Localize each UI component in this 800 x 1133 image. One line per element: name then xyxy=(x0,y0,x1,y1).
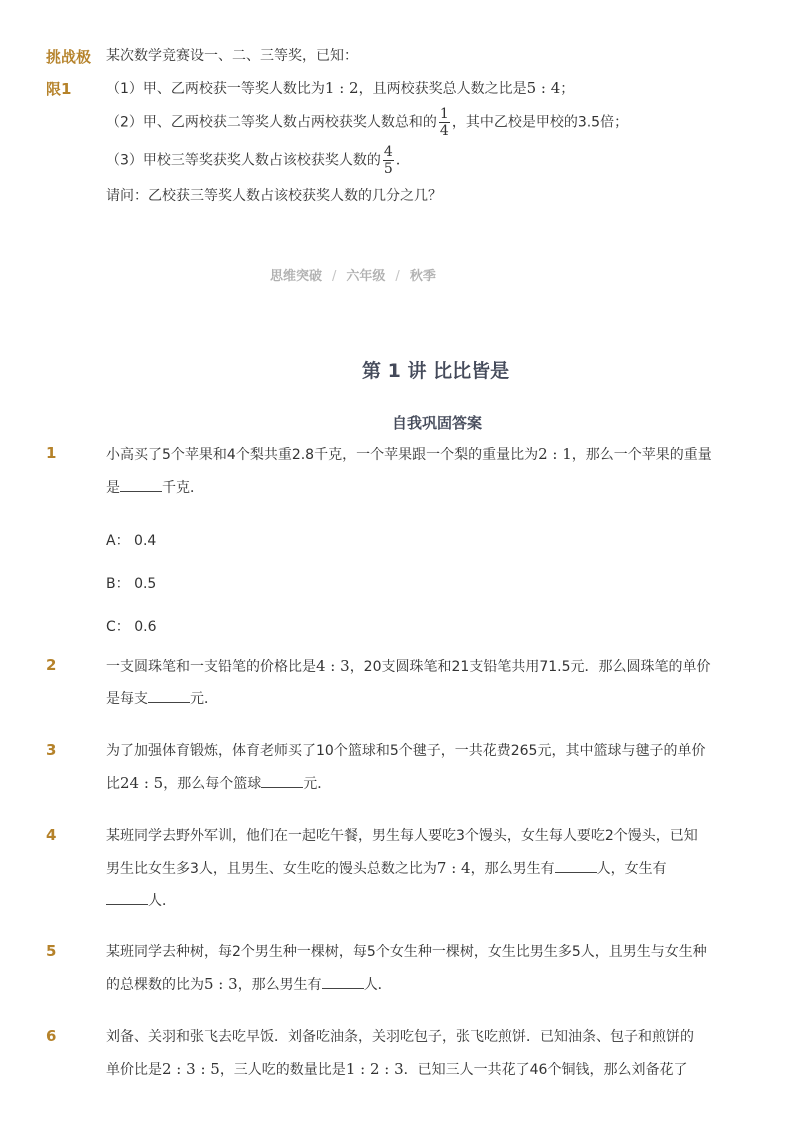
fraction-one-quarter: $\frac{1}{4}$ xyxy=(439,106,449,139)
challenge-question: 请问：乙校获三等奖人数占该校获奖人数的几分之几？ xyxy=(106,188,442,204)
problem-6-line-1: 刘备、关羽和张飞去吃早饭．刘备吃油条，关羽吃包子，张飞吃煎饼．已知油条、包子和煎饼的 xyxy=(106,1029,694,1045)
problem-4-line-3: 人． xyxy=(106,890,176,911)
lecture-title: 第 1 讲 比比皆是 xyxy=(362,360,510,382)
challenge-condition-2: （2）甲、乙两校获二等奖人数占两校获奖人数总和的 $\frac{1}{4}$ ，其中乙校是甲校的3.5倍； xyxy=(106,106,629,139)
answer-blank[interactable] xyxy=(106,890,148,905)
page-footer: 思维突破 / 六年级 / 秋季 xyxy=(270,269,436,284)
fraction-four-fifths: $\frac{4}{5}$ xyxy=(383,144,393,177)
problem-number: 1 xyxy=(46,444,57,462)
problem-number: 3 xyxy=(46,741,57,759)
problem-5-line-2: 的总棵数的比为5 : 3，那么男生有 人． xyxy=(106,975,392,993)
challenge-condition-3: （3）甲校三等奖获奖人数占该校获奖人数的 $\frac{4}{5}$ ． xyxy=(106,144,410,177)
challenge-label-line2: 限1 xyxy=(46,80,72,98)
problem-4-line-2: 男生比女生多3人，且男生、女生吃的馒头总数之比为7 : 4，那么男生有 人，女生有 xyxy=(106,859,667,877)
answer-blank[interactable] xyxy=(148,688,190,703)
section-title: 自我巩固答案 xyxy=(392,414,483,432)
problem-4-line-1: 某班同学去野外军训，他们在一起吃午餐，男生每人要吃3个馒头，女生每人要吃2个馒头，已知 xyxy=(106,828,698,844)
problem-number: 2 xyxy=(46,656,57,674)
answer-blank[interactable] xyxy=(261,773,303,788)
answer-blank[interactable] xyxy=(555,858,597,873)
problem-5-line-1: 某班同学去种树，每2个男生种一棵树，每5个女生种一棵树，女生比男生多5人，且男生与女生种 xyxy=(106,944,707,960)
problem-6-line-2: 单价比是2 : 3 : 5，三人吃的数量比是1 : 2 : 3．已知三人一共花了46个铜钱，那么刘备花了 xyxy=(106,1060,688,1078)
problem-1-line-1: 小高买了5个苹果和4个梨共重2.8千克，一个苹果跟一个梨的重量比为2 : 1，那么一个苹果的重量 xyxy=(106,445,712,463)
challenge-intro: 某次数学竞赛设一、二、三等奖，已知： xyxy=(106,48,358,64)
problem-number: 5 xyxy=(46,942,57,960)
problem-2-line-2: 是每支 元． xyxy=(106,688,218,709)
challenge-label-line1: 挑战极 xyxy=(46,48,92,66)
problem-2-line-1: 一支圆珠笔和一支铅笔的价格比是4 : 3，20支圆珠笔和21支铅笔共用71.5元．那么圆珠笔的单价 xyxy=(106,657,711,675)
choice-a[interactable]: A： 0.4 xyxy=(106,533,157,549)
challenge-condition-1: （1）甲、乙两校获一等奖人数比为1 : 2，且两校获奖总人数之比是5 : 4； xyxy=(106,79,575,97)
problem-3-line-2: 比24 : 5，那么每个篮球 元． xyxy=(106,774,332,792)
choice-b[interactable]: B： 0.5 xyxy=(106,576,157,592)
problem-1-line-2: 是 千克． xyxy=(106,477,204,498)
problem-number: 6 xyxy=(46,1027,57,1045)
problem-3-line-1: 为了加强体育锻炼，体育老师买了10个篮球和5个毽子，一共花费265元，其中篮球与毽子的单价 xyxy=(106,743,706,759)
problem-number: 4 xyxy=(46,826,57,844)
choice-c[interactable]: C： 0.6 xyxy=(106,619,157,635)
answer-blank[interactable] xyxy=(322,974,364,989)
answer-blank[interactable] xyxy=(120,477,162,492)
